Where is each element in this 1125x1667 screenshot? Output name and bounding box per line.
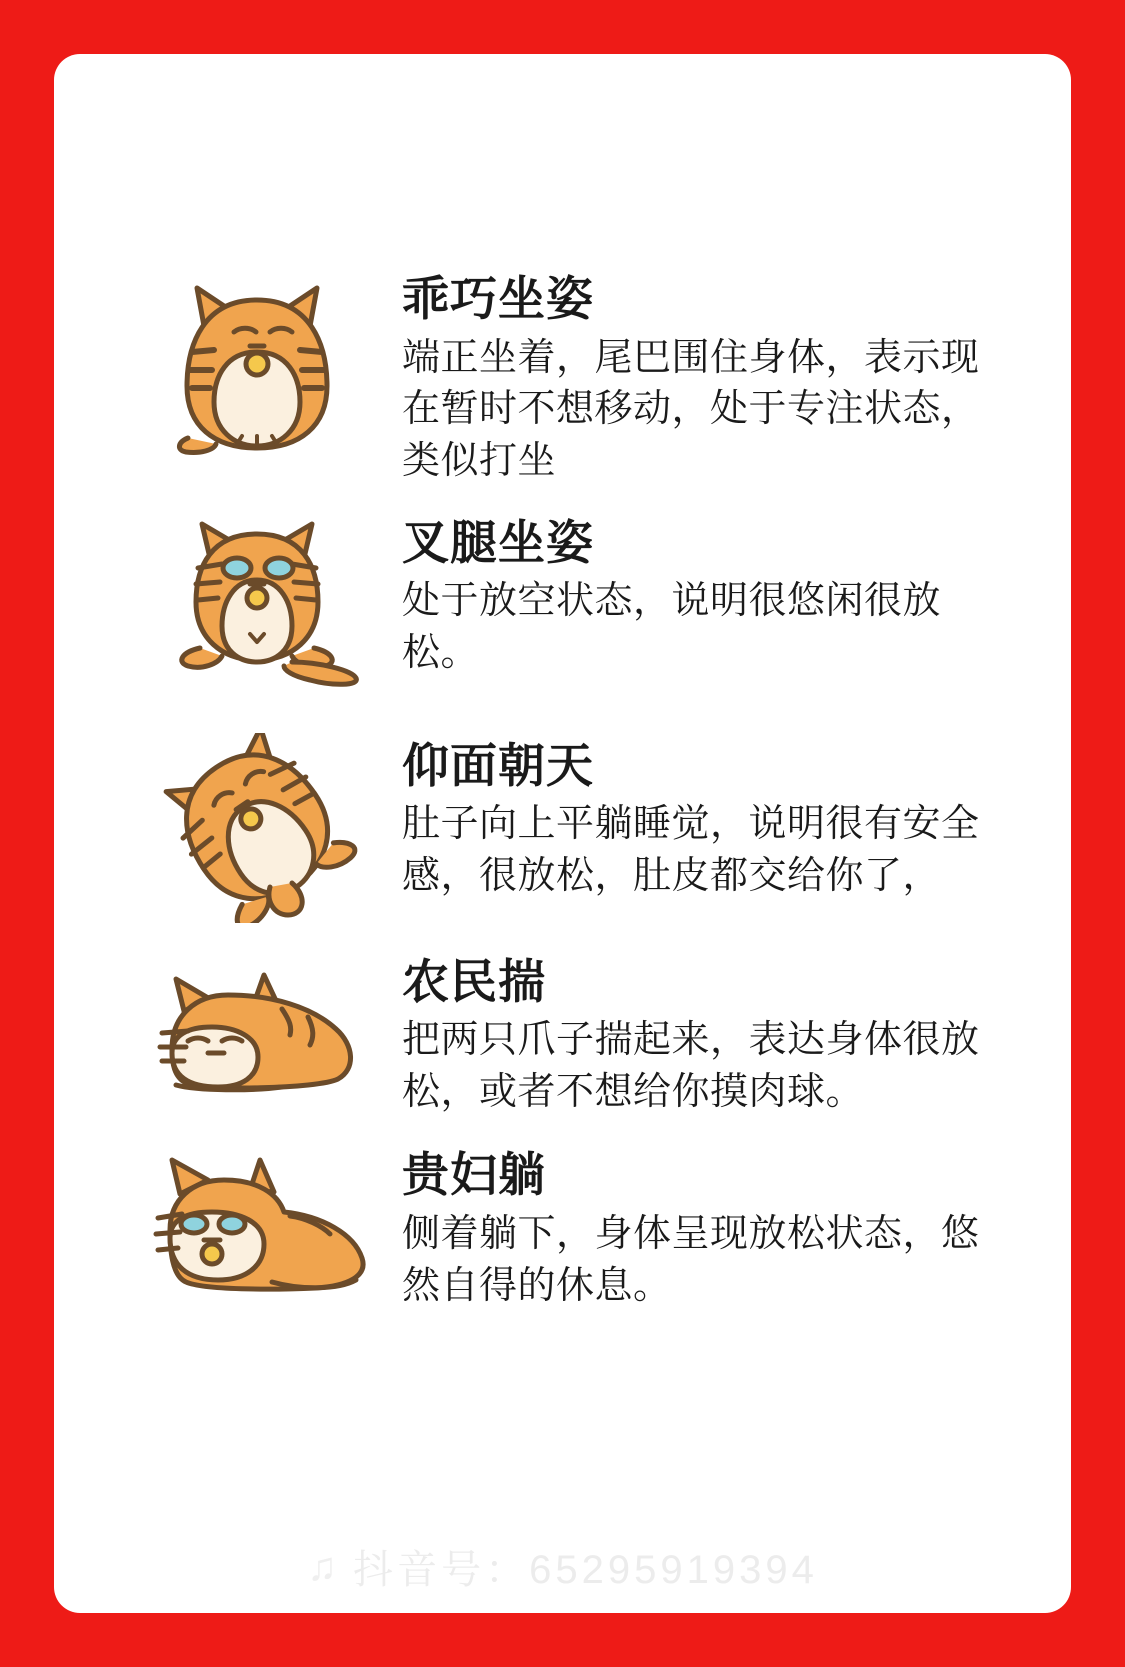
item-title: 叉腿坐姿 xyxy=(402,515,594,569)
cat-lying-on-side-icon xyxy=(112,1142,402,1307)
poster-card xyxy=(54,54,1071,1613)
cat-legs-spread-sitting-icon xyxy=(112,510,402,695)
cat-sitting-upright-icon xyxy=(112,266,402,466)
item-title: 乖巧坐姿 xyxy=(402,272,594,325)
list-item xyxy=(54,266,1071,488)
item-description: 处于放空状态，说明很悠闲很放松。 xyxy=(402,580,942,674)
item-title: 仰面朝天 xyxy=(402,738,594,792)
item-title: 贵妇躺 xyxy=(402,1148,546,1202)
watermark-text: 抖音号：65295919394 xyxy=(353,1548,818,1592)
item-description: 侧着躺下，身体呈现放松状态，悠然自得的休息。 xyxy=(402,1212,980,1307)
cat-posture-list xyxy=(54,54,1071,1312)
item-description: 端正坐着，尾巴围住身体，表示现在暂时不想移动，处于专注状态，类似打坐 xyxy=(402,336,980,482)
cat-loaf-paws-tucked-icon xyxy=(112,949,402,1104)
list-item xyxy=(54,949,1071,1119)
watermark xyxy=(54,1538,1071,1595)
cat-lying-belly-up-icon xyxy=(112,733,402,923)
list-item xyxy=(54,1142,1071,1312)
list-item xyxy=(54,733,1071,923)
douyin-music-note-icon: ♫ xyxy=(307,1544,342,1589)
item-description: 把两只爪子揣起来，表达身体很放松，或者不想给你摸肉球。 xyxy=(402,1019,980,1113)
list-item xyxy=(54,510,1071,695)
item-title: 农民揣 xyxy=(402,954,546,1008)
item-description: 肚子向上平躺睡觉，说明很有安全感，很放松，肚皮都交给你了， xyxy=(402,803,980,897)
